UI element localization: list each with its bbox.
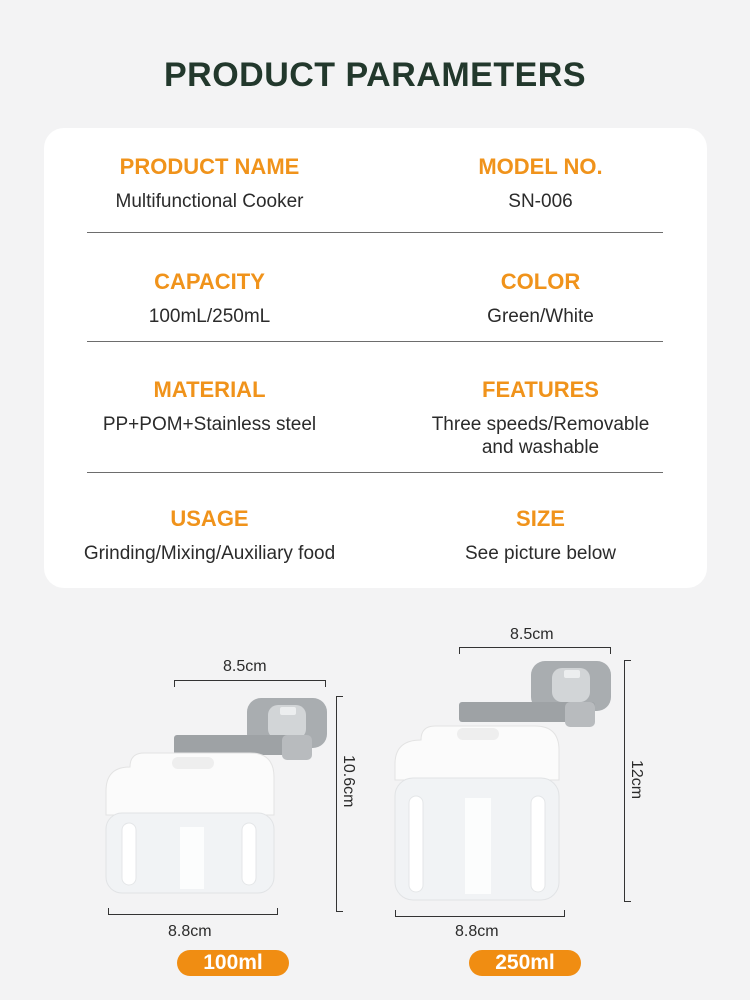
param-color (375, 269, 706, 328)
small-chopper-image (100, 695, 340, 910)
divider (87, 472, 663, 473)
large-height-label: 12cm (628, 760, 645, 800)
small-capacity-badge: 100ml (177, 950, 289, 976)
param-value: See picture below (464, 543, 617, 564)
param-label: MODEL NO. (478, 154, 603, 179)
parameters-card (44, 128, 707, 588)
param-label: COLOR (500, 269, 581, 294)
large-width-bottom-line (395, 910, 565, 917)
param-features (375, 377, 706, 459)
param-value: PP+POM+Stainless steel (102, 414, 317, 435)
param-label: PRODUCT NAME (119, 154, 300, 179)
param-capacity (44, 269, 375, 328)
page-title: PRODUCT PARAMETERS (163, 56, 587, 94)
param-material (44, 377, 375, 436)
param-value: Grinding/Mixing/Auxiliary food (83, 543, 336, 564)
param-model-no (375, 154, 706, 213)
large-chopper-image (385, 658, 625, 913)
large-width-top-label: 8.5cm (510, 626, 554, 643)
param-label: MATERIAL (153, 377, 266, 402)
small-height-label: 10.6cm (340, 755, 357, 808)
divider (87, 341, 663, 342)
param-product-name (44, 154, 375, 213)
param-label: FEATURES (482, 377, 599, 402)
large-width-bottom-label: 8.8cm (455, 923, 499, 940)
small-width-bottom-label: 8.8cm (168, 923, 212, 940)
param-value: SN-006 (508, 191, 573, 212)
large-width-top-line (459, 647, 611, 654)
param-value: Three speeds/Removable and washable (431, 414, 650, 458)
small-width-top-line (174, 680, 326, 687)
param-label: CAPACITY (154, 269, 265, 294)
small-width-bottom-line (108, 908, 278, 915)
large-capacity-badge: 250ml (469, 950, 581, 976)
param-label: USAGE (170, 506, 249, 531)
param-label: SIZE (516, 506, 565, 531)
param-value: Green/White (487, 306, 594, 327)
param-usage (44, 506, 375, 565)
param-size (375, 506, 706, 565)
param-value: Multifunctional Cooker (115, 191, 304, 212)
small-width-top-label: 8.5cm (223, 658, 267, 675)
divider (87, 232, 663, 233)
param-value: 100mL/250mL (148, 306, 271, 327)
